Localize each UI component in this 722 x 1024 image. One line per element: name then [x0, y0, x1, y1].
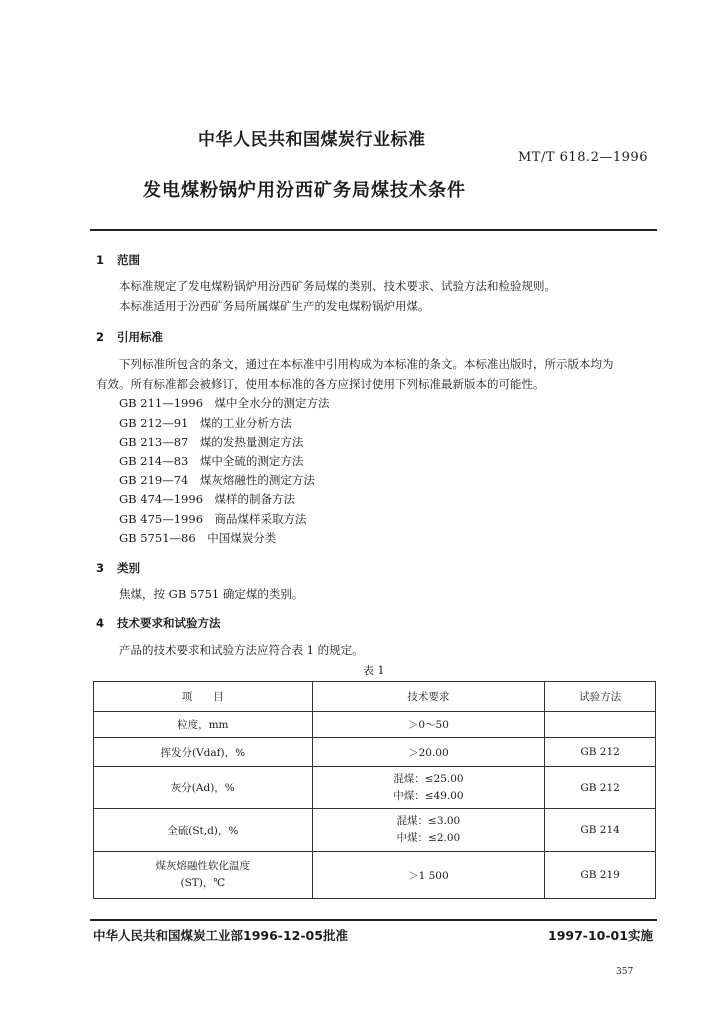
footer-divider	[90, 919, 657, 921]
standard-code: MT/T 618.2—1996	[518, 150, 648, 165]
table-row	[94, 852, 656, 899]
section-number: 1	[96, 253, 105, 267]
section-title: 引用标准	[117, 330, 163, 344]
paragraph: 焦煤，按 GB 5751 确定煤的类别。	[119, 587, 304, 601]
method-cell: GB 212	[545, 767, 656, 809]
requirement-line: 中煤：≤49.00	[393, 789, 464, 802]
reference-name: 煤灰熔融性的测定方法	[199, 473, 315, 487]
item-cell	[94, 852, 313, 899]
reference-code: GB 475—1996	[119, 512, 204, 526]
section-title: 类别	[117, 561, 140, 575]
reference-name: 煤中全硫的测定方法	[199, 454, 304, 468]
reference-code: GB 211—1996	[119, 396, 204, 410]
reference-item	[119, 511, 307, 527]
paragraph: 有效。所有标准都会被修订，使用本标准的各方应探讨使用下列标准最新版本的可能性。	[96, 377, 545, 391]
item-cell: 灰分(Ad)，%	[94, 767, 313, 809]
paragraph: 下列标准所包含的条文，通过在本标准中引用构成为本标准的条文。本标准出版时，所示版本均为	[119, 357, 614, 371]
approval-note: 中华人民共和国煤炭工业部1996-12-05批准	[93, 928, 348, 943]
reference-item	[119, 491, 295, 507]
table-row	[94, 767, 656, 809]
requirement-cell: ＞0～50	[312, 712, 545, 738]
item-cell: 全硫(St,d)，%	[94, 809, 313, 852]
requirement-line: 中煤：≤2.00	[396, 832, 461, 844]
page-number: 357	[616, 967, 634, 977]
paragraph: 产品的技术要求和试验方法应符合表 1 的规定。	[119, 643, 364, 657]
reference-name: 煤的工业分析方法	[199, 416, 292, 430]
column-header: 技术要求	[312, 682, 545, 712]
requirement-cell	[312, 809, 545, 852]
section-title: 技术要求和试验方法	[117, 616, 221, 630]
implementation-date: 1997-10-01实施	[548, 928, 653, 943]
method-cell: GB 219	[545, 852, 656, 899]
reference-item	[119, 453, 303, 469]
reference-code: GB 474—1996	[119, 492, 204, 506]
table-caption: 表 1	[363, 664, 385, 677]
reference-item	[119, 415, 292, 431]
requirement-cell: ＞20.00	[312, 738, 545, 767]
section-number: 2	[96, 330, 105, 344]
method-cell: GB 212	[545, 738, 656, 767]
reference-name: 煤的发热量测定方法	[199, 435, 304, 449]
table-row	[94, 712, 656, 738]
item-line: 煤灰熔融性软化温度	[155, 860, 251, 872]
reference-name: 煤样的制备方法	[214, 492, 296, 506]
section-number: 4	[96, 616, 105, 630]
item-cell: 粒度，mm	[94, 712, 313, 738]
method-cell: GB 214	[545, 809, 656, 852]
item-cell: 挥发分(Vdaf)，%	[94, 738, 313, 767]
spec-table	[93, 681, 656, 899]
column-header: 试验方法	[545, 682, 656, 712]
reference-item	[119, 530, 276, 546]
requirement-line: 混煤：≤3.00	[396, 815, 461, 827]
header-divider	[90, 229, 657, 231]
item-line: (ST)，℃	[180, 877, 226, 889]
section-3-heading	[96, 560, 140, 576]
reference-name: 煤中全水分的测定方法	[214, 396, 330, 410]
requirement-cell	[312, 767, 545, 809]
reference-code: GB 5751—86	[119, 531, 196, 545]
reference-code: GB 212—91	[119, 416, 189, 430]
table-header-row	[94, 682, 656, 712]
section-4-heading	[96, 615, 221, 631]
paragraph: 本标准适用于汾西矿务局所属煤矿生产的发电煤粉锅炉用煤。	[119, 299, 430, 313]
section-1-heading	[96, 252, 140, 268]
document-title: 发电煤粉锅炉用汾西矿务局煤技术条件	[143, 180, 466, 201]
requirement-line: 混煤：≤25.00	[393, 772, 464, 785]
reference-code: GB 219—74	[119, 473, 189, 487]
paragraph: 本标准规定了发电煤粉锅炉用汾西矿务局煤的类别、技术要求、试验方法和检验规则。	[119, 279, 556, 293]
section-number: 3	[96, 561, 105, 575]
reference-name: 商品煤样采取方法	[214, 512, 307, 526]
table-row	[94, 809, 656, 852]
column-header: 项 目	[94, 682, 313, 712]
issuing-org: 中华人民共和国煤炭行业标准	[198, 130, 426, 150]
method-cell	[545, 712, 656, 738]
reference-item	[119, 472, 315, 488]
reference-item	[119, 395, 330, 411]
section-title: 范围	[117, 253, 140, 267]
reference-code: GB 214—83	[119, 454, 189, 468]
reference-item	[119, 434, 303, 450]
reference-code: GB 213—87	[119, 435, 189, 449]
requirement-cell: ＞1 500	[312, 852, 545, 899]
reference-name: 中国煤炭分类	[207, 531, 277, 545]
section-2-heading	[96, 329, 163, 345]
table-row	[94, 738, 656, 767]
